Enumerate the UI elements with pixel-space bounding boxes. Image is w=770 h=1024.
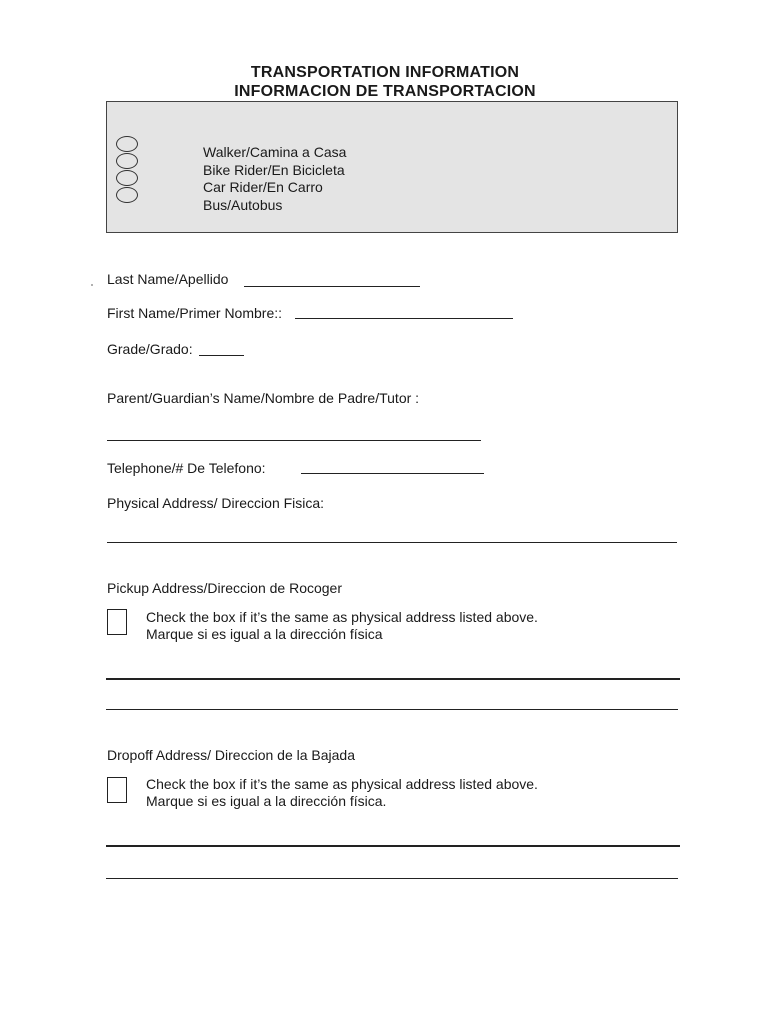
transport-options-box	[106, 101, 678, 233]
telephone-label: Telephone/# De Telefono:	[107, 460, 266, 476]
dropoff-address-line-1[interactable]	[106, 845, 680, 847]
dropoff-address-label: Dropoff Address/ Direccion de la Bajada	[107, 747, 355, 763]
scan-speck	[91, 284, 93, 286]
telephone-field[interactable]	[301, 473, 484, 474]
pickup-same-text-es: Marque si es igual a la dirección física	[146, 626, 383, 642]
pickup-same-checkbox[interactable]	[107, 609, 127, 635]
form-title-spanish: INFORMACION DE TRANSPORTACION	[234, 83, 536, 100]
option-label-bike-rider: Bike Rider/En Bicicleta	[203, 161, 345, 178]
first-name-field[interactable]	[295, 318, 513, 319]
guardian-name-field[interactable]	[107, 440, 481, 441]
option-label-walker: Walker/Camina a Casa	[203, 144, 347, 160]
dropoff-same-checkbox[interactable]	[107, 777, 127, 803]
dropoff-address-line-2[interactable]	[106, 878, 678, 879]
dropoff-same-text-en: Check the box if it’s the same as physical address listed above.	[146, 776, 538, 792]
radio-bus[interactable]	[116, 187, 138, 203]
physical-address-field[interactable]	[107, 542, 677, 543]
last-name-label: Last Name/Apellido	[107, 271, 229, 287]
form-title-english: TRANSPORTATION INFORMATION	[250, 64, 520, 81]
radio-walker[interactable]	[116, 136, 138, 152]
transport-option-labels	[203, 144, 346, 214]
pickup-address-line-2[interactable]	[106, 709, 678, 710]
transport-radio-group	[116, 136, 142, 204]
radio-car-rider[interactable]	[116, 170, 138, 186]
first-name-label: First Name/Primer Nombre::	[107, 305, 283, 321]
option-label-bus: Bus/Autobus	[203, 196, 283, 213]
guardian-name-label: Parent/Guardian’s Name/Nombre de Padre/Tutor :	[107, 390, 420, 406]
dropoff-same-text-es: Marque si es igual a la dirección física.	[146, 793, 387, 809]
physical-address-label: Physical Address/ Direccion Fisica:	[107, 495, 325, 511]
radio-bike-rider[interactable]	[116, 153, 138, 169]
option-label-car-rider: Car Rider/En Carro	[203, 179, 323, 195]
grade-label: Grade/Grado:	[107, 341, 193, 357]
last-name-field[interactable]	[244, 286, 420, 287]
pickup-address-label: Pickup Address/Direccion de Rocoger	[107, 580, 343, 596]
pickup-same-text-en: Check the box if it’s the same as physical address listed above.	[146, 609, 538, 625]
grade-field[interactable]	[199, 355, 244, 356]
pickup-address-line-1[interactable]	[106, 678, 680, 680]
